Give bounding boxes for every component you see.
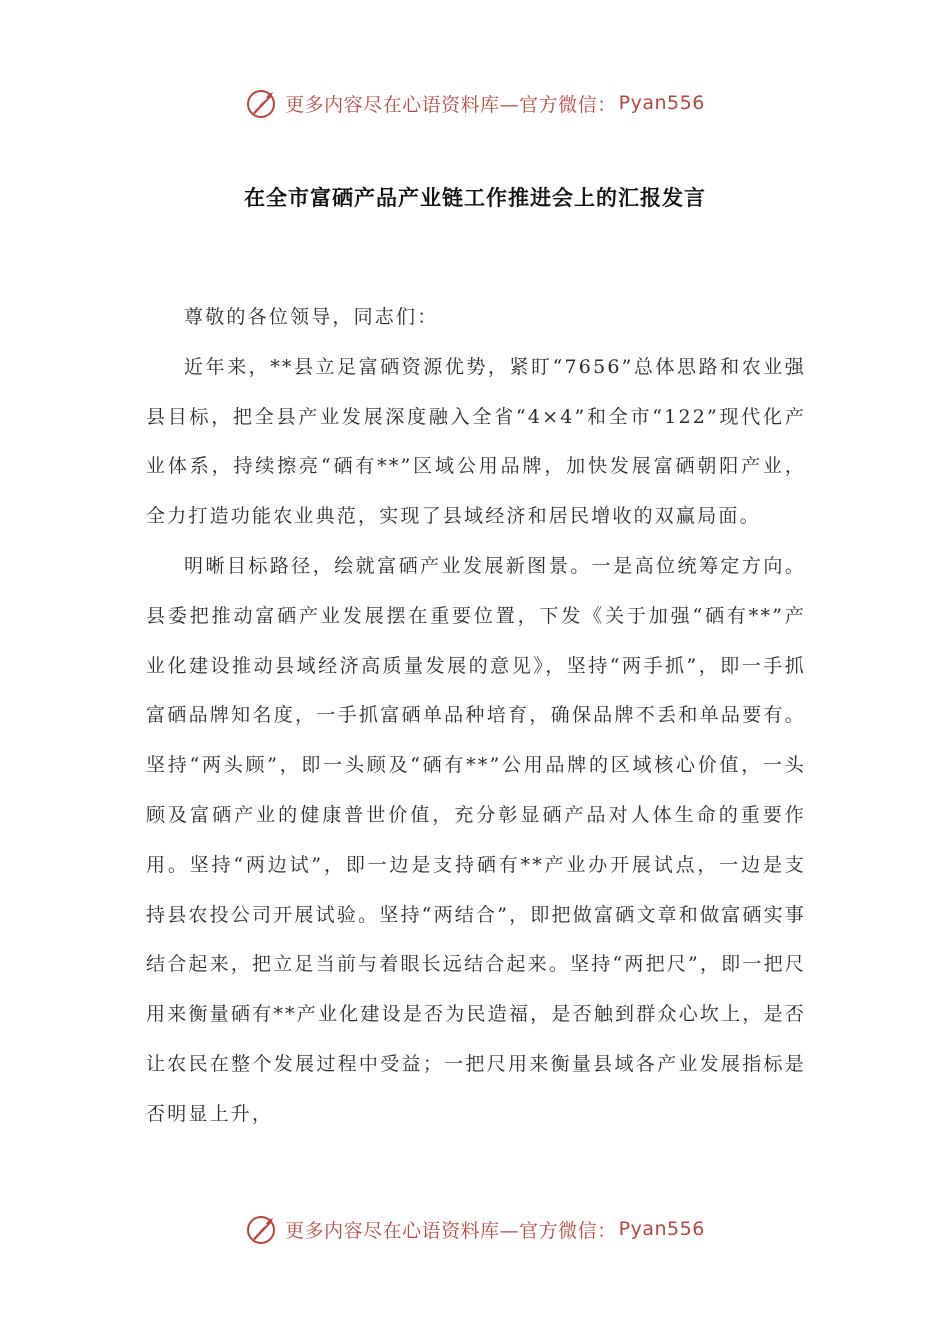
quill-pen-logo-icon — [245, 86, 279, 120]
document-body — [146, 293, 806, 1140]
watermark-account: Pyan556 — [618, 1218, 705, 1240]
quill-pen-logo-icon — [245, 1212, 279, 1246]
watermark-label: 更多内容尽在心语资料库—官方微信： — [285, 1219, 617, 1242]
document-title: 在全市富硒产品产业链工作推进会上的汇报发言 — [244, 185, 706, 210]
watermark-label: 更多内容尽在心语资料库—官方微信： — [285, 93, 617, 116]
intro-paragraph: 近年来，**县立足富硒资源优势，紧盯“7656”总体思路和农业强县目标，把全县产业发展深度融入全省“4×4”和全市“122”现代化产业体系，持续擦亮“硒有**”区域公用品牌，加快发展富硒朝阳产业，全力打造功能农业典范，实现了县域经济和居民增收的双赢局面。 — [146, 355, 806, 528]
header-watermark — [0, 86, 950, 120]
watermark-text — [285, 1216, 705, 1243]
goals-paragraph: 明晰目标路径，绘就富硒产业发展新图景。一是高位统筹定方向。县委把推动富硒产业发展摆在重要位置，下发《关于加强“硒有**”产业化建设推动县域经济高质量发展的意见》，坚持“两手抓”，即一手抓富硒品牌知名度，一手抓富硒单品种培育，确保品牌不丢和单品要有。坚持“两头顾”，即一头顾及“硒有**”公用品牌的区域核心价值，一头顾及富硒产业的健康普世价值，充分彰显硒产品对人体生命的重要作用。坚持“两边试”，即一边是支持硒有**产业办开展试点，一边是支持县农投公司开展试验。坚持“两结合”，即把做富硒文章和做富硒实事结合起来，把立足当前与着眼长远结合起来。坚持“两把尺”，即一把尺用来衡量硒有**产业化建设是否为民造福，是否触到群众心坎上，是否让农民在整个发展过程中受益；一把尺用来衡量县域各产业发展指标是否明显上升， — [146, 554, 806, 1125]
footer-watermark — [0, 1212, 950, 1246]
watermark-text — [285, 90, 705, 117]
watermark-account: Pyan556 — [618, 92, 705, 114]
salutation-paragraph: 尊敬的各位领导，同志们： — [184, 306, 439, 328]
